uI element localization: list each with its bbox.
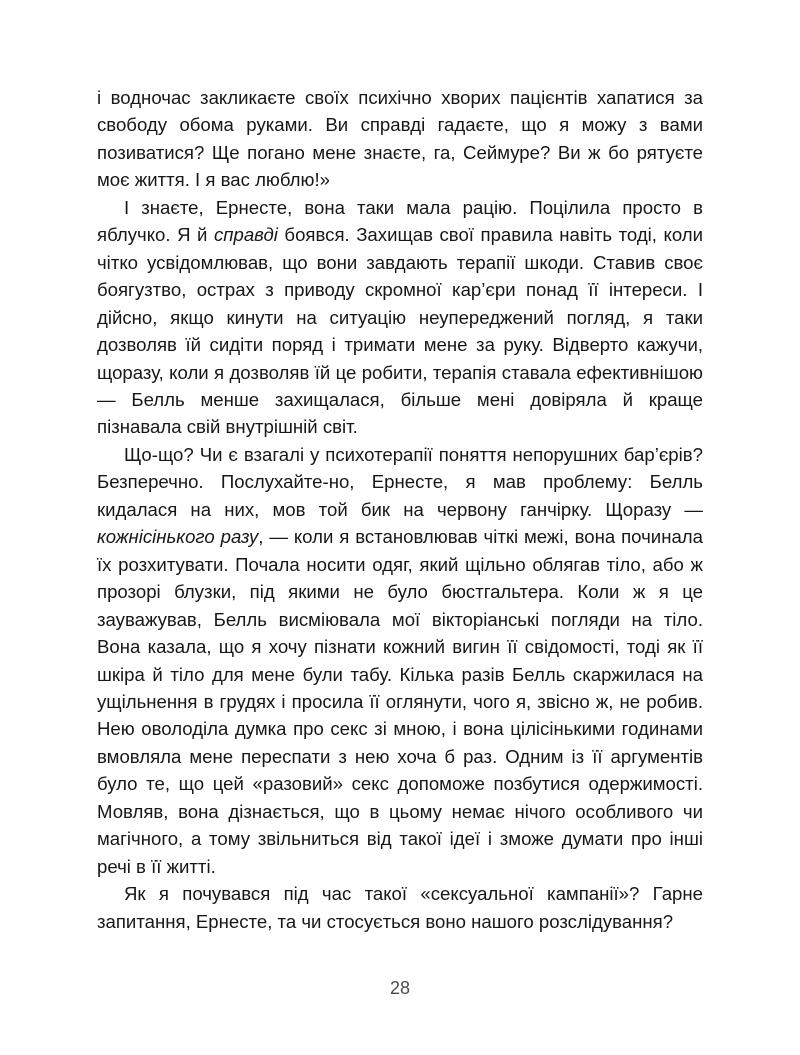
emphasis-text: справді xyxy=(213,224,278,246)
page-number: 28 xyxy=(389,978,411,998)
paragraph xyxy=(97,880,703,935)
body-text: і водночас закликаєте своїх психічно хворих пацієнтів хапатися за свободу обома руками. Ви справді гадаєте, що я можу з вами позиватися? Ще погано мене знаєте, га, Сеймуре? Ви ж бо рятуєте моє життя. І я вас люблю!» xyxy=(97,87,703,191)
paragraph xyxy=(97,84,703,194)
page-text-body xyxy=(97,84,703,935)
body-text: боявся. Захищав свої правила навіть тоді, коли чітко усвідомлював, що вони завдають терапії шкоди. Ставив своє боягузтво, острах з приводу скромної кар’єри понад її інтереси. І дійсно, якщо кинути на ситуацію неупереджений погляд, я таки дозволяв їй сидіти поряд і тримати мене за руку. Відверто кажучи, щоразу, коли я дозволяв їй це робити, терапія ставала ефективнішою — Белль менше захищалася, більше мені довіряла й краще пізнавала свій внутрішній світ. xyxy=(97,224,703,438)
body-text: Що-що? Чи є взагалі у психотерапії поняття непорушних бар’єрів? Безперечно. Послухайте-но, Ернесте, я мав проблему: Белль кидалася на них, мов той бик на червону ганчірку. Щоразу — xyxy=(97,443,703,520)
emphasis-text: кожнісінького разу xyxy=(97,526,259,548)
body-text: І знаєте, Ернесте, вона таки мала рацію. Поцілила просто в яблучко. Я й xyxy=(97,196,703,246)
paragraph xyxy=(97,441,703,880)
body-text: Як я почувався під час такої «сексуальної кампанії»? Гарне запитання, Ернесте, та чи стосується воно нашого розслідування? xyxy=(97,883,703,932)
body-text: , — коли я встановлював чіткі межі, вона починала їх розхитувати. Почала носити одяг, який щільно облягав тіло, або ж прозорі блузки, під якими не було бюстгальтера. Коли ж я це зауважував, Белль висміювала мої вікторіанські погляди на тіло. Вона казала, що я хочу пізнати кожний вигин її свідомості, тоді як її шкіра й тіло для мене були табу. Кілька разів Белль скаржилася на ущільнення в грудях і просила її оглянути, чого я, звісно ж, не робив. Нею оволоділа думка про секс зі мною, і вона цілісінькими годинами вмовляла мене переспати з нею хоча б раз. Одним із її аргументів було те, що цей «разовий» секс допоможе позбутися одержимості. Мовляв, вона дізнається, що в цьому немає нічого особливого чи магічного, а тому звільниться від такої ідеї і зможе думати про інші речі в її житті. xyxy=(97,526,703,877)
paragraph xyxy=(97,194,703,441)
